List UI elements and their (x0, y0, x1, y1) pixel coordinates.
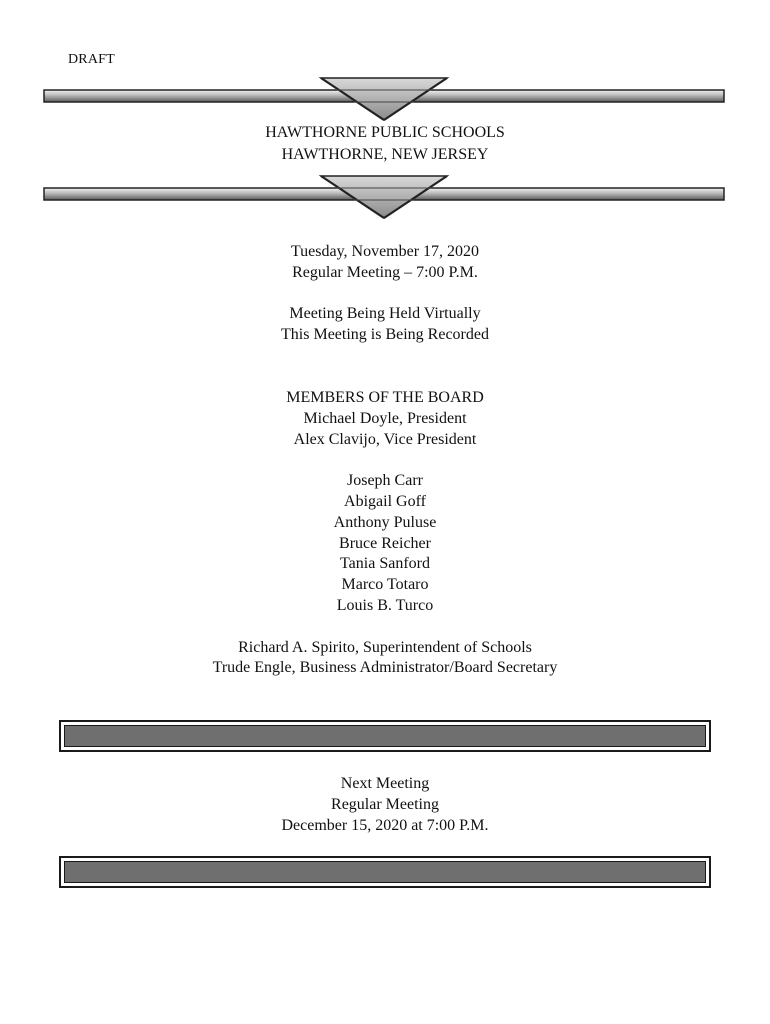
next-meeting-heading: Next Meeting (340, 775, 430, 792)
meeting-virtual-note: Meeting Being Held Virtually (289, 305, 481, 323)
board-heading: MEMBERS OF THE BOARD (286, 389, 484, 406)
board-members-section (0, 388, 770, 679)
shaded-separator-bar-top (59, 720, 711, 752)
board-vice-president: Alex Clavijo, Vice President (293, 430, 477, 448)
spacer (0, 284, 770, 305)
board-member: Tania Sanford (340, 555, 430, 573)
board-member: Anthony Puluse (333, 513, 437, 531)
board-member: Marco Totaro (341, 576, 429, 594)
ornamental-divider-top (43, 76, 725, 124)
shaded-separator-bar-bottom (59, 856, 711, 888)
business-administrator: Trude Engle, Business Administrator/Board Secretary (212, 659, 558, 677)
meeting-type: Regular Meeting – 7:00 P.M. (292, 263, 478, 281)
meeting-recorded-note: This Meeting is Being Recorded (281, 326, 489, 344)
meeting-info (0, 242, 770, 346)
next-meeting-type: Regular Meeting (331, 795, 439, 813)
spacer (0, 450, 770, 471)
board-president: Michael Doyle, President (303, 409, 467, 427)
next-meeting-date: December 15, 2020 at 7:00 P.M. (281, 816, 489, 834)
superintendent: Richard A. Spirito, Superintendent of Schools (238, 638, 532, 656)
board-member: Louis B. Turco (336, 596, 434, 614)
district-location: HAWTHORNE, NEW JERSEY (281, 146, 489, 163)
meeting-date: Tuesday, November 17, 2020 (290, 243, 480, 260)
board-member: Joseph Carr (347, 472, 423, 490)
ornamental-divider-bottom (43, 174, 725, 222)
board-member: Abigail Goff (344, 492, 426, 510)
draft-label: DRAFT (68, 52, 115, 67)
district-name: HAWTHORNE PUBLIC SCHOOLS (265, 124, 505, 141)
district-header (0, 122, 770, 166)
spacer (0, 617, 770, 638)
next-meeting-section (0, 774, 770, 836)
board-member: Bruce Reicher (339, 534, 431, 552)
